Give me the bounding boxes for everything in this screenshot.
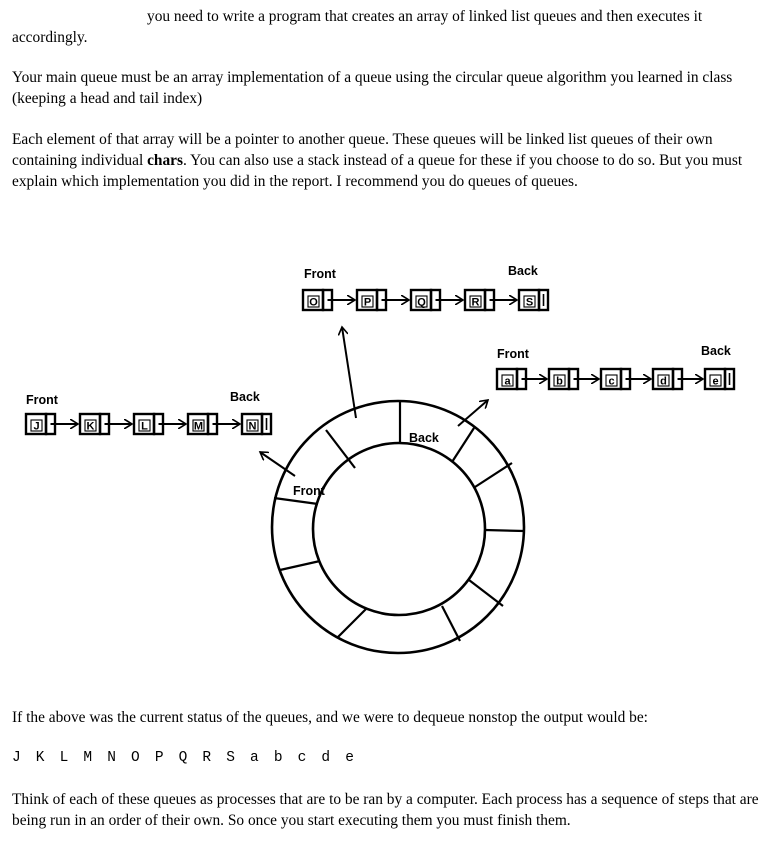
intro-paragraph-2: Your main queue must be an array implementation of a queue using the circular queue algorithm you learned in class (keeping a head and tail index) [12,69,733,107]
ring-divider [274,498,318,504]
ring-divider [469,580,503,606]
node-char: M [193,420,204,433]
dequeue-output: J K L M N O P Q R S a b c d e [12,750,358,766]
p3-text-after: . You can also use a stack instead of a queue for these if you choose to do so. But you must explain which implementation you did in the report. I recommend you do queues of queues. [12,152,743,190]
queue-top-front-label: Front [304,267,336,281]
node-char: e [712,375,719,388]
queue-left-node [134,414,186,434]
node-char: K [86,420,95,433]
node-char: Q [417,296,426,309]
node-char: R [471,296,480,309]
queue-top-node [519,290,548,310]
queue-top-node [303,290,355,310]
node-char: a [504,375,511,388]
ring-divider [452,428,474,462]
queue-right-node [549,369,599,389]
queue-right-node [705,369,734,389]
ring-divider [326,430,355,468]
ring-divider [475,463,512,487]
queue-left [26,390,271,434]
ring-inner [313,443,485,615]
ring-front-label: Front [293,484,325,498]
node-char: d [660,375,667,388]
node-char: J [33,420,40,433]
p3-bold-chars: chars [147,152,183,169]
queue-top-node [411,290,463,310]
queue-right-front-label: Front [497,347,529,361]
outro-paragraph-1: If the above was the current status of the queues, and we were to dequeue nonstop the output would be: [12,709,648,726]
queue-left-node [26,414,78,434]
pointer-arrow-right-queue [458,400,488,426]
pointer-arrow-top-queue [342,327,356,418]
outro-paragraph-2: Think of each of these queues as processes that are to be ran by a computer. Each process has a sequence of steps that are being run in an order of their own. So once you start executing them you must finish them. [12,791,759,829]
queue-right-back-label: Back [701,344,731,358]
ring-divider [338,609,366,637]
queue-left-node [188,414,240,434]
node-char: O [309,296,318,309]
ring-divider [280,561,320,570]
node-char: L [141,420,148,433]
node-char: S [525,296,534,309]
queue-left-node [80,414,132,434]
queue-top [303,264,548,310]
queue-top-back-label: Back [508,264,538,278]
queue-right-node [601,369,651,389]
node-char: c [608,375,615,388]
queue-right [497,344,734,389]
p3-text-before: Each element of that array will be a pointer to another queue. These queues will be linked list queues of their own containing individual [12,131,713,169]
queue-left-front-label: Front [26,393,58,407]
node-char: b [556,375,563,388]
queue-right-node [497,369,547,389]
ring-divider [485,530,524,531]
circular-array [272,401,524,653]
node-char: P [363,296,372,309]
queue-top-node [357,290,409,310]
queue-top-node [465,290,517,310]
ring-divider [442,606,460,641]
node-char: N [248,420,257,433]
ring-back-label: Back [409,431,439,445]
queue-right-node [653,369,703,389]
queue-left-node [242,414,271,434]
queue-left-back-label: Back [230,390,260,404]
intro-paragraph-1: you need to write a program that creates an array of linked list queues and then executes it accordingly. [12,8,703,46]
